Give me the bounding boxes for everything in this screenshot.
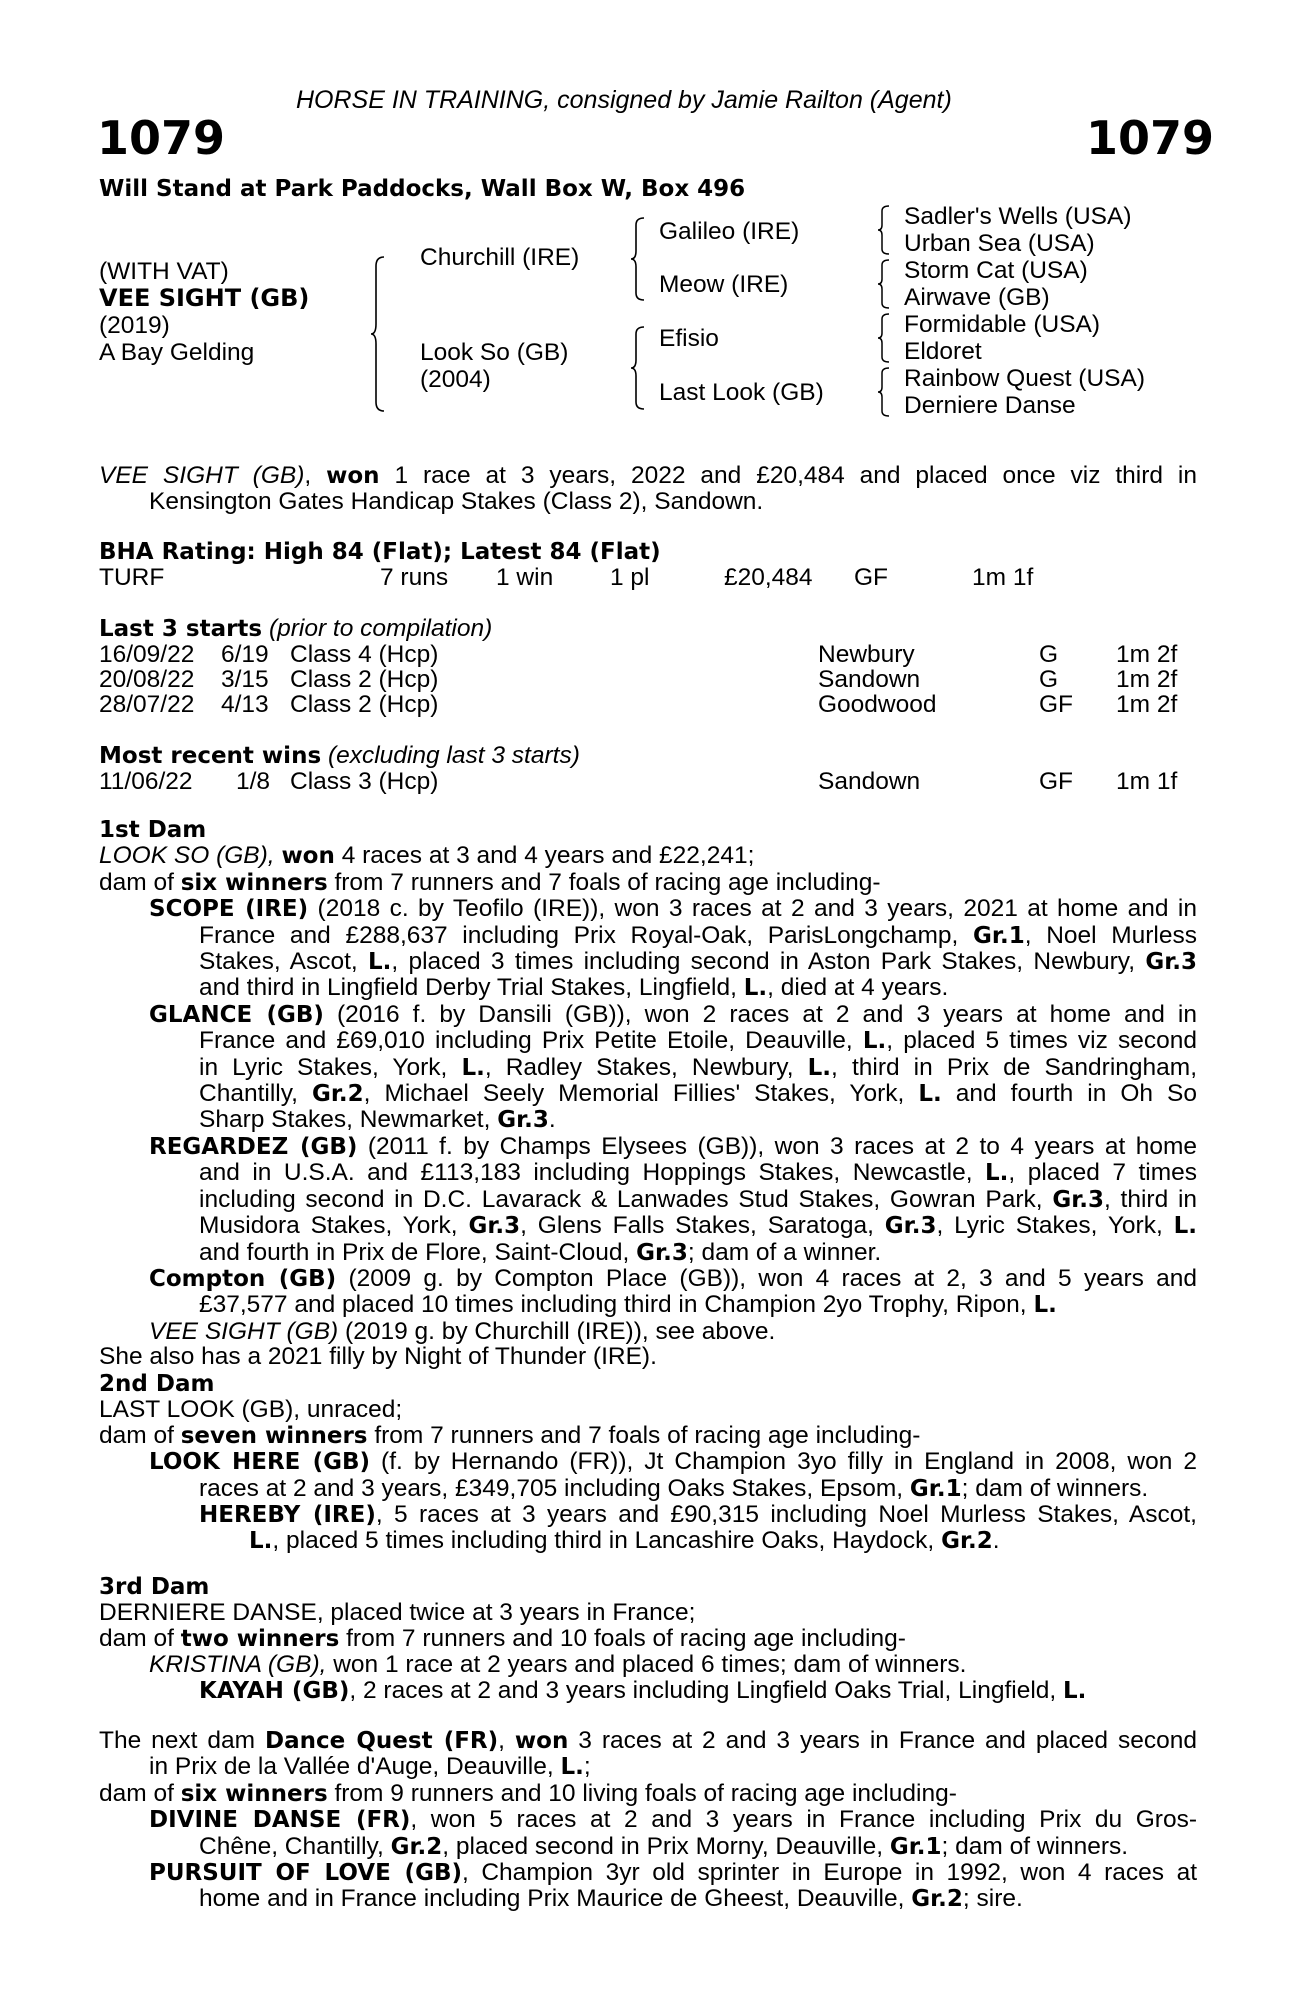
brace-dam-parents <box>630 326 644 410</box>
progeny-text: , third in <box>1104 1185 1198 1213</box>
rating-earnings: £20,484 <box>724 564 813 591</box>
dam-of-label: dam of <box>99 1624 174 1652</box>
win-going: GF <box>1039 768 1074 795</box>
progeny-name: KRISTINA (GB), <box>149 1651 327 1679</box>
win-pos: 1/8 <box>236 768 271 795</box>
rating-runs: 7 runs <box>380 564 449 591</box>
progeny-name: LOOK HERE (GB) <box>149 1449 371 1476</box>
vat-label: (WITH VAT) <box>99 258 229 285</box>
grade-label: Gr.3 <box>884 1213 937 1240</box>
dam-name: LOOK SO (GB), <box>99 842 275 870</box>
progeny-text: Musidora Stakes, York, <box>199 1212 458 1240</box>
progeny-text: France and £69,010 including Prix Petite Etoile, Deauville, <box>199 1027 853 1055</box>
listed-label: L. <box>807 1054 832 1081</box>
grade-label: Gr.1 <box>909 1475 962 1502</box>
progeny-text: , Glens Falls Stakes, Saratoga, <box>520 1212 874 1240</box>
progeny-name: VEE SIGHT (GB) <box>149 1317 339 1345</box>
rating-going: GF <box>854 564 889 591</box>
horse-year: (2019) <box>99 312 170 339</box>
grade-label: Gr.2 <box>911 1886 963 1913</box>
produce-summary: from 7 runners and 7 foals of racing age including- <box>334 868 881 896</box>
grade-label: Gr.1 <box>973 922 1025 949</box>
rating-surface: TURF <box>99 564 165 591</box>
start-class: Class 2 (Hcp) <box>290 666 439 693</box>
listed-label: L. <box>1063 1677 1087 1704</box>
punctuation: ; <box>583 1753 591 1781</box>
listed-label: L. <box>743 975 768 1002</box>
produce-summary: from 7 runners and 7 foals of racing age including- <box>374 1421 921 1449</box>
third-dam-section <box>99 1575 1197 1704</box>
brace-ggp-4 <box>877 367 891 417</box>
progeny-name: HEREBY (IRE) <box>199 1502 376 1529</box>
start-going: G <box>1039 641 1059 668</box>
ggp-derniere-danse: Derniere Danse <box>904 392 1076 419</box>
dam-record: 3 races at 2 and 3 years in France and placed second <box>578 1727 1197 1754</box>
next-dam-label: The next dam <box>99 1727 256 1754</box>
stand-location: Will Stand at Park Paddocks, Wall Box W, Box 496 <box>99 176 746 202</box>
progeny-text: (2009 g. by Compton Place (GB)), won 4 races at 2, 3 and 5 years and <box>348 1264 1197 1292</box>
sire-name: Churchill (IRE) <box>420 244 580 271</box>
start-course: Sandown <box>818 666 921 693</box>
second-dam-section <box>99 1372 1197 1555</box>
lot-number-left: 1079 <box>97 111 226 165</box>
dam-of-label: dam of <box>99 1421 174 1449</box>
progeny-text: , Noel Murless <box>1024 921 1198 949</box>
ggp-rainbow-quest: Rainbow Quest (USA) <box>904 365 1146 392</box>
second-dam-heading: 2nd Dam <box>99 1371 215 1397</box>
progeny-text: Stakes, Ascot, <box>199 948 358 976</box>
progeny-text: , placed 5 times viz second <box>886 1027 1197 1055</box>
ggp-storm-cat: Storm Cat (USA) <box>904 257 1088 284</box>
progeny-text: , third in Prix de Sandringham, <box>831 1053 1197 1081</box>
sire-sire: Galileo (IRE) <box>659 218 800 245</box>
punctuation: . <box>992 1527 1000 1555</box>
winners-count: seven winners <box>180 1422 368 1449</box>
last-starts-title: Last 3 starts <box>99 616 263 642</box>
win-dist: 1m 1f <box>1116 768 1178 795</box>
summary-line1: 1 race at 3 years, 2022 and £20,484 and placed once viz third in <box>394 462 1198 489</box>
grade-label: Gr.3 <box>1145 949 1198 976</box>
progeny-text: Chantilly, <box>199 1080 298 1108</box>
start-pos: 4/13 <box>221 691 269 718</box>
winners-count: six winners <box>180 1780 328 1807</box>
rating-distance: 1m 1f <box>972 564 1034 591</box>
winners-count: six winners <box>180 869 328 896</box>
win-class: Class 3 (Hcp) <box>290 768 439 795</box>
progeny-name: SCOPE (IRE) <box>149 896 309 923</box>
progeny-text: , 5 races at 3 years and £90,315 including Noel Murless Stakes, Ascot, <box>375 1501 1197 1529</box>
listed-label: L. <box>918 1081 942 1108</box>
grade-label: Gr.2 <box>941 1528 993 1555</box>
start-going: G <box>1039 666 1059 693</box>
start-dist: 1m 2f <box>1116 691 1178 718</box>
won-label: won <box>281 843 335 870</box>
consignor-line: HORSE IN TRAINING, consigned by Jamie Railton (Agent) <box>296 86 952 114</box>
start-date: 20/08/22 <box>99 666 195 693</box>
progeny-text: France and £288,637 including Prix Royal-Oak, ParisLongchamp, <box>199 921 959 949</box>
progeny-text: , placed second in Prix Morny, Deauville, <box>442 1832 884 1860</box>
grade-label: Gr.3 <box>497 1107 549 1134</box>
brace-sire-dam <box>370 256 384 412</box>
progeny-text: Chêne, Chantilly, <box>199 1832 384 1860</box>
first-dam-heading: 1st Dam <box>99 817 207 843</box>
progeny-text: £37,577 and placed 10 times including third in Champion 2yo Trophy, Ripon, <box>199 1291 1027 1319</box>
listed-label: L. <box>249 1528 273 1555</box>
first-dam-section <box>99 818 1197 1370</box>
dam-year: (2004) <box>420 366 491 393</box>
dam-of-label: dam of <box>99 1779 174 1807</box>
progeny-text: (2018 c. by Teofilo (IRE)), won 3 races at 2 and 3 years, 2021 at home and in <box>317 895 1198 923</box>
progeny-text: , died at 4 years. <box>767 974 949 1002</box>
progeny-text: ; dam of winners. <box>961 1474 1149 1502</box>
progeny-text: and in U.S.A. and £113,183 including Hoppings Stakes, Newcastle, <box>199 1159 973 1187</box>
ggp-airwave: Airwave (GB) <box>904 284 1050 311</box>
listed-label: L. <box>862 1028 887 1055</box>
progeny-text: and fourth in Prix de Flore, Saint-Cloud, <box>199 1238 630 1266</box>
dam-name: Dance Quest (FR) <box>265 1728 499 1754</box>
winners-count: two winners <box>180 1625 340 1652</box>
progeny-name: DIVINE DANSE (FR) <box>149 1807 411 1834</box>
progeny-name: Compton (GB) <box>149 1265 337 1292</box>
summary-won: won <box>326 463 380 489</box>
progeny-text: races at 2 and 3 years, £349,705 including Oaks Stakes, Epsom, <box>199 1474 904 1502</box>
start-class: Class 2 (Hcp) <box>290 691 439 718</box>
progeny-text: , placed 3 times including second in Aston Park Stakes, Newbury, <box>391 948 1136 976</box>
listed-label: L. <box>367 949 392 976</box>
next-dam-section: The next dam Dance Quest (FR), won 3 races at 2 and 3 years in France and placed second in Prix de la Vallée d'Auge, Deauville, L.; dam of six winners from 9 runners and 10 living foals of racing age including- DIVINE DANSE (FR), won 5 races at 2 and 3 years in France including Prix du Gros- Chêne, Chantilly, Gr.2, placed second in Prix Morny, Deauville, Gr.1; dam of winners. PURSUIT OF LOVE (GB), Champion 3yr old sprinter in Europe in 1992, won 4 races at home and in France including Prix Maurice de Gheest, Deauville, Gr.2; sire. <box>99 1727 1198 1913</box>
brace-ggp-1 <box>877 205 891 255</box>
produce-summary: from 7 runners and 10 foals of racing age including- <box>346 1624 906 1652</box>
progeny-text: , placed 5 times including third in Lancashire Oaks, Haydock, <box>272 1527 935 1555</box>
rating-placed: 1 pl <box>610 564 650 591</box>
progeny-text: won 1 race at 2 years and placed 6 times; dam of winners. <box>333 1651 967 1679</box>
listed-label: L. <box>985 1160 1009 1187</box>
progeny-text: , Lyric Stakes, York, <box>936 1212 1163 1240</box>
won-label: won <box>514 1728 569 1754</box>
progeny-text: ; sire. <box>962 1885 1023 1913</box>
listed-label: L. <box>1173 1213 1197 1240</box>
filly-note: She also has a 2021 filly by Night of Thunder (IRE). <box>99 1343 657 1371</box>
bha-rating: BHA Rating: High 84 (Flat); Latest 84 (Flat) <box>99 539 661 565</box>
start-going: GF <box>1039 691 1074 718</box>
third-dam-heading: 3rd Dam <box>99 1574 210 1600</box>
start-row <box>99 642 194 668</box>
ggp-urban-sea: Urban Sea (USA) <box>904 230 1095 257</box>
progeny-text: (f. by Hernando (FR)), Jt Champion 3yo filly in England in 2008, won 2 <box>381 1448 1197 1476</box>
recent-wins-title: Most recent wins <box>99 743 322 769</box>
dam-record: 4 races at 3 and 4 years and £22,241; <box>341 842 755 870</box>
punctuation: . <box>548 1106 556 1134</box>
start-date: 16/09/22 <box>99 641 195 668</box>
start-class: Class 4 (Hcp) <box>290 641 439 668</box>
ggp-eldoret: Eldoret <box>904 338 982 365</box>
start-course: Goodwood <box>818 691 937 718</box>
progeny-text: and fourth in Oh So <box>955 1080 1197 1108</box>
grade-label: Gr.2 <box>311 1081 364 1108</box>
ggp-sadlers-wells: Sadler's Wells (USA) <box>904 203 1132 230</box>
progeny-text: ; dam of winners. <box>941 1832 1129 1860</box>
win-date: 11/06/22 <box>99 768 193 795</box>
listed-label: L. <box>461 1054 485 1081</box>
horse-description: A Bay Gelding <box>99 339 255 366</box>
start-dist: 1m 2f <box>1116 666 1178 693</box>
dam-name: Look So (GB) <box>420 339 569 366</box>
dam-record: LAST LOOK (GB), unraced; <box>99 1396 403 1424</box>
dam-record: in Prix de la Vallée d'Auge, Deauville, <box>149 1753 554 1781</box>
progeny-name: REGARDEZ (GB) <box>149 1133 358 1160</box>
dam-dam: Last Look (GB) <box>659 379 824 406</box>
ggp-formidable: Formidable (USA) <box>904 311 1101 338</box>
last-starts-note: (prior to compilation) <box>268 615 493 642</box>
progeny-text: , Michael Seely Memorial Fillies' Stakes, York, <box>363 1080 905 1108</box>
start-row <box>99 692 194 718</box>
progeny-text: home and in France including Prix Maurice de Gheest, Deauville, <box>199 1885 905 1913</box>
progeny-text: (2011 f. by Champs Elysees (GB)), won 3 races at 2 to 4 years at home <box>367 1132 1198 1160</box>
progeny-text: and third in Lingfield Derby Trial Stakes, Lingfield, <box>199 974 737 1002</box>
recent-wins-note: (excluding last 3 starts) <box>327 742 580 769</box>
start-course: Newbury <box>818 641 915 668</box>
progeny-text: including second in D.C. Lavarack & Lanwades Stud Stakes, Gowran Park, <box>199 1185 1043 1213</box>
progeny-name: KAYAH (GB) <box>199 1677 350 1704</box>
progeny-text: ; dam of a winner. <box>687 1238 882 1266</box>
win-course: Sandown <box>818 768 921 795</box>
race-summary: VEE SIGHT (GB), won 1 race at 3 years, 2022 and £20,484 and placed once viz third in Kensington Gates Handicap Stakes (Class 2), Sandown. <box>99 462 1198 516</box>
grade-label: Gr.2 <box>390 1833 443 1860</box>
progeny-text: , placed 7 times <box>1008 1159 1198 1187</box>
brace-sire-parents <box>630 217 644 301</box>
recent-wins-heading <box>99 743 580 769</box>
lot-number-right: 1079 <box>1086 111 1215 165</box>
progeny-text: Sharp Stakes, Newmarket, <box>199 1106 491 1134</box>
grade-label: Gr.1 <box>889 1833 942 1860</box>
last-starts-heading <box>99 616 492 642</box>
grade-label: Gr.3 <box>468 1213 521 1240</box>
sire-dam: Meow (IRE) <box>659 271 789 298</box>
listed-label: L. <box>560 1754 584 1781</box>
summary-line2: Kensington Gates Handicap Stakes (Class 2), Sandown. <box>149 488 764 516</box>
progeny-text: (2019 g. by Churchill (IRE)), see above. <box>345 1317 776 1345</box>
brace-ggp-3 <box>877 313 891 363</box>
rating-wins: 1 win <box>496 564 554 591</box>
listed-label: L. <box>1033 1292 1057 1319</box>
grade-label: Gr.3 <box>636 1239 688 1266</box>
start-dist: 1m 2f <box>1116 641 1178 668</box>
brace-ggp-2 <box>877 259 891 309</box>
produce-summary: from 9 runners and 10 living foals of racing age including- <box>334 1779 957 1807</box>
dam-sire: Efisio <box>659 325 719 352</box>
progeny-text: (2016 f. by Dansili (GB)), won 2 races at 2 and 3 years at home and in <box>336 1000 1197 1028</box>
start-pos: 3/15 <box>221 666 269 693</box>
dam-record: DERNIERE DANSE, placed twice at 3 years in France; <box>99 1599 696 1627</box>
progeny-name: PURSUIT OF LOVE (GB) <box>149 1860 462 1887</box>
horse-name: VEE SIGHT (GB) <box>99 284 310 312</box>
progeny-text: in Lyric Stakes, York, <box>199 1053 448 1081</box>
progeny-text: , won 5 races at 2 and 3 years in France including Prix du Gros- <box>410 1806 1197 1834</box>
progeny-text: , Radley Stakes, Newbury, <box>484 1053 794 1081</box>
start-pos: 6/19 <box>221 641 269 668</box>
progeny-name: GLANCE (GB) <box>149 1001 324 1028</box>
dam-of-label: dam of <box>99 868 174 896</box>
start-row <box>99 667 194 693</box>
progeny-text: , Champion 3yr old sprinter in Europe in 1992, won 4 races at <box>462 1859 1198 1887</box>
grade-label: Gr.3 <box>1052 1186 1105 1213</box>
start-date: 28/07/22 <box>99 691 195 718</box>
summary-horse-name: VEE SIGHT (GB) <box>99 462 305 489</box>
progeny-text: , 2 races at 2 and 3 years including Lingfield Oaks Trial, Lingfield, <box>349 1676 1057 1704</box>
